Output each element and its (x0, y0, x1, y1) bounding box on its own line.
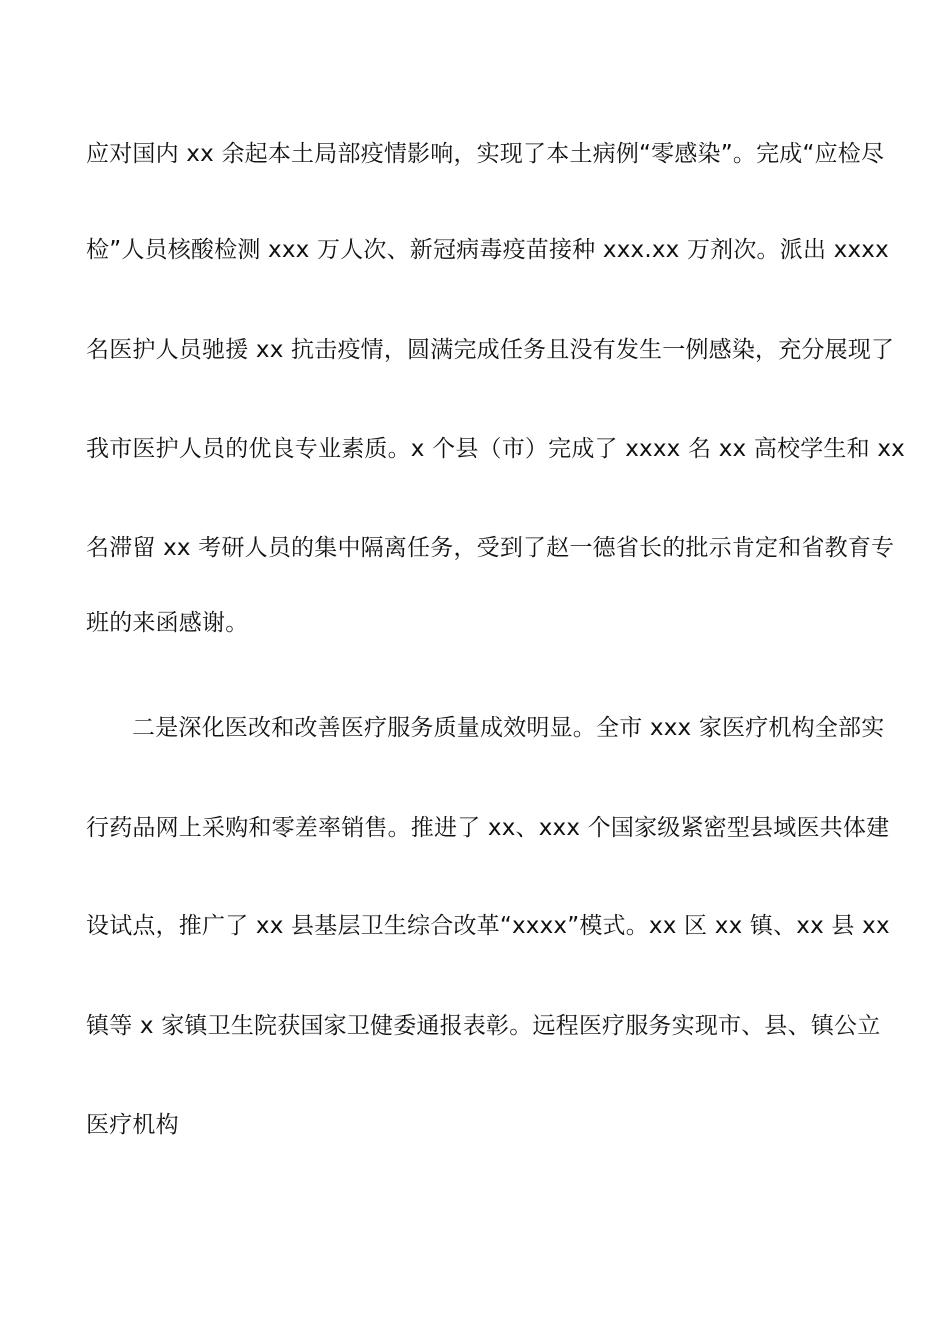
paragraph-line: 名医护人员驰援 xx 抗击疫情，圆满完成任务且没有发生一例感染，充分展现了 (86, 337, 895, 363)
paragraph-line: 检”人员核酸检测 xxx 万人次、新冠病毒疫苗接种 xxx.xx 万剂次。派出 xxxx (86, 237, 889, 263)
paragraph-line: 医疗机构 (86, 1112, 179, 1138)
paragraph-line: 设试点，推广了 xx 县基层卫生综合改革“xxxx”模式。xx 区 xx 镇、xx 县 xx (86, 913, 890, 939)
paragraph-line: 名滞留 xx 考研人员的集中隔离任务，受到了赵一德省长的批示肯定和省教育专 (86, 535, 895, 561)
paragraph-line: 镇等 x 家镇卫生院获国家卫健委通报表彰。远程医疗服务实现市、县、镇公立 (86, 1013, 881, 1039)
paragraph-line: 班的来函感谢。 (86, 610, 249, 636)
paragraph-line: 应对国内 xx 余起本土局部疫情影响，实现了本土病例“零感染”。完成“应检尽 (86, 141, 885, 167)
paragraph-line: 二是深化医改和改善医疗服务质量成效明显。全市 xxx 家医疗机构全部实 (132, 715, 885, 741)
paragraph-line: 我市医护人员的优良专业素质。x 个县（市）完成了 xxxx 名 xx 高校学生和 xx (86, 436, 905, 462)
paragraph-line: 行药品网上采购和零差率销售。推进了 xx、xxx 个国家级紧密型县域医共体建 (86, 815, 890, 841)
